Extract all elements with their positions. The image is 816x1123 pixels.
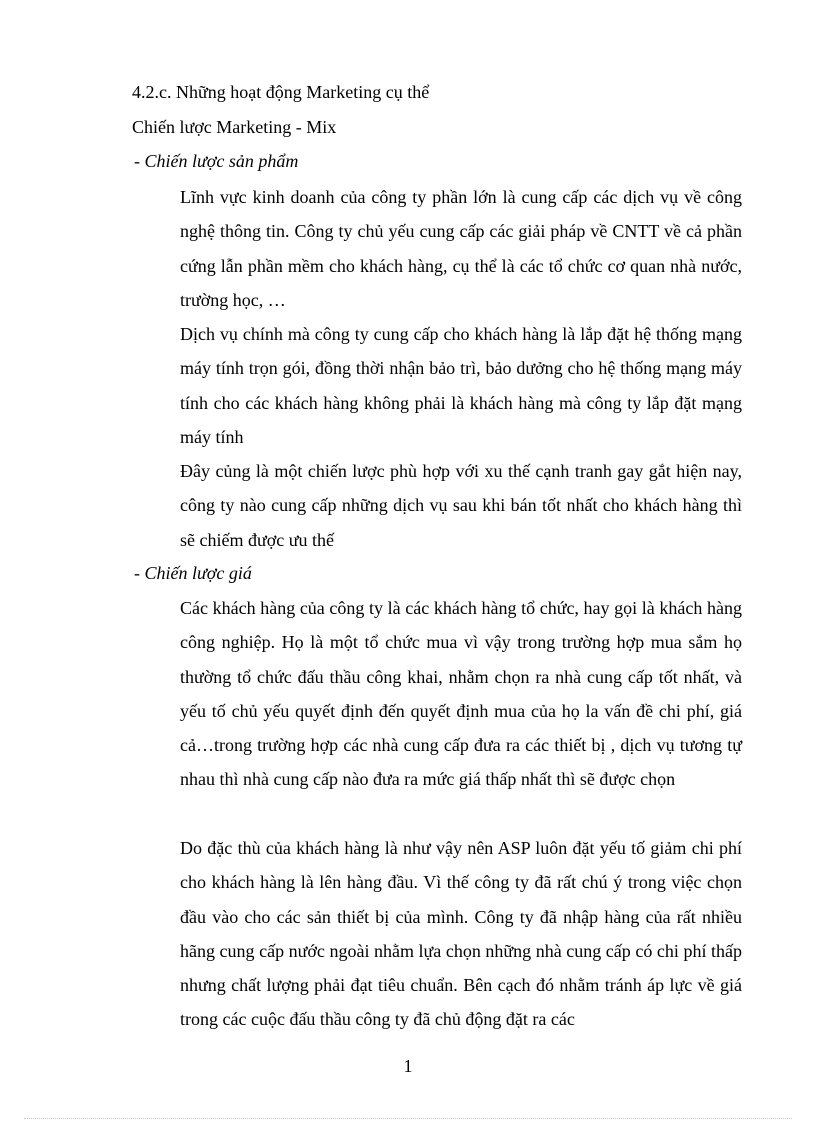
price-paragraph-1: Các khách hàng của công ty là các khách hàng tổ chức, hay gọi là khách hàng công nghiệp. Họ là một tổ chức mua vì vậy trong trường hợp mua sắm họ thường tổ chức đấu thầu công khai, nhằm chọn ra nhà cung cấp tốt nhất, và yếu tố chủ yếu quyết định đến quyết định mua của họ la vấn đề chi phí, giá cả…trong trường hợp các nhà cung cấp đưa ra các thiết bị , dịch vụ tương tự nhau thì nhà cung cấp nào đưa ra mức giá thấp nhất thì sẽ được chọn [180,598,742,790]
section-heading: 4.2.c. Những hoạt động Marketing cụ thể [132,82,430,102]
product-paragraph-3: Đây củng là một chiến lược phù hợp với xu thế cạnh tranh gay gắt hiện nay, công ty nào cung cấp những dịch vụ sau khi bán tốt nhất cho khách hàng thì sẽ chiếm được ưu thế [180,461,742,550]
product-paragraph-2: Dịch vụ chính mà công ty cung cấp cho khách hàng là lắp đặt hệ thống mạng máy tính trọn gói, đồng thời nhận bảo trì, bảo dưởng cho hệ thống mạng máy tính cho các khách hàng không phải là khách hàng mà công ty lắp đặt mạng máy tính [180,324,742,447]
price-strategy-label: - Chiến lược giá [134,563,252,583]
price-paragraph-2: Do đặc thù của khách hàng là như vậy nên ASP luôn đặt yếu tố giảm chi phí cho khách hàng là lên hàng đầu. Vì thế công ty đã rất chú ý trong việc chọn đầu vào cho các sản thiết bị của mình. Công ty đã nhập hàng của rất nhiều hãng cung cấp nước ngoài nhằm lựa chọn những nhà cung cấp có chi phí thấp nhưng chất lượng phải đạt tiêu chuẩn. Bên cạch đó nhằm tránh áp lực về giá trong các cuộc đấu thầu công ty đã chủ động đặt ra các [180,838,742,1030]
page-number: 1 [403,1056,413,1076]
strategy-title: Chiến lược Marketing - Mix [132,117,337,137]
product-strategy-label: - Chiến lược sản phẩm [134,151,299,171]
page-bottom-divider [24,1118,792,1119]
product-paragraph-1: Lĩnh vực kinh doanh của công ty phần lớn là cung cấp các dịch vụ về công nghệ thông tin. Công ty chủ yếu cung cấp các giải pháp về CNTT về cả phần cứng lẫn phần mềm cho khách hàng, cụ thể là các tổ chức cơ quan nhà nước, trường học, … [180,187,742,310]
